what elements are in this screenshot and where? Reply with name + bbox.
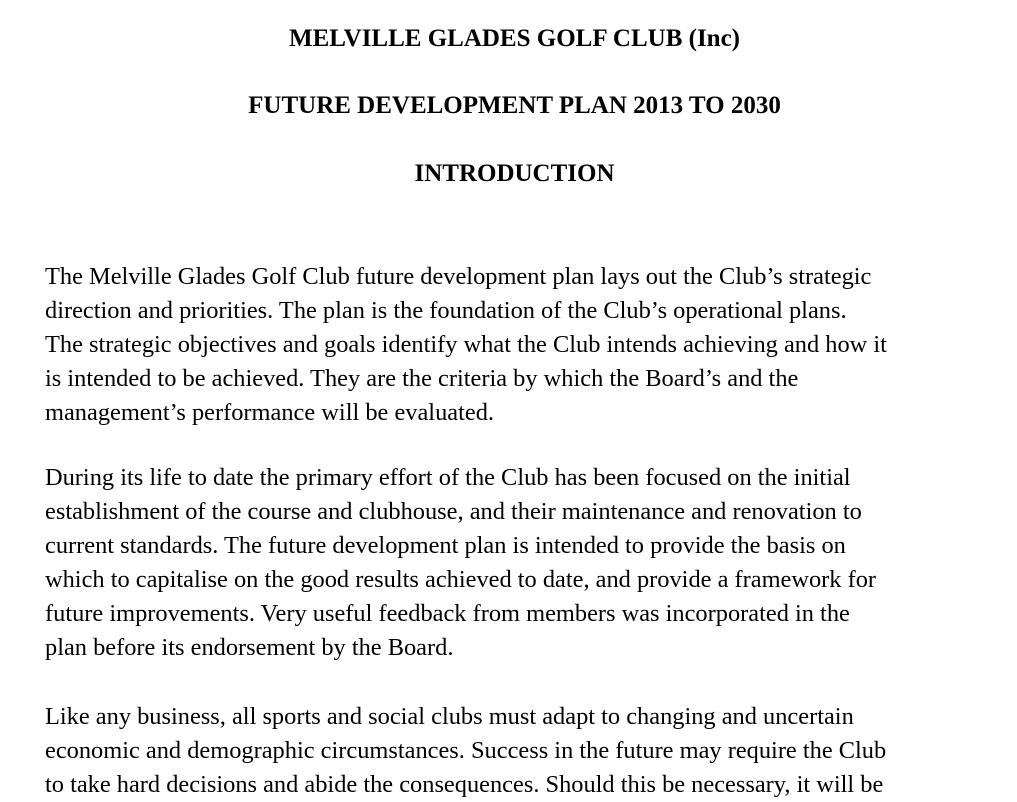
section-heading-introduction: INTRODUCTION [414,160,615,187]
paragraph-adaptation [45,700,1005,802]
paragraph-line: During its life to date the primary effort of the Club has been focused on the initial [45,464,851,491]
paragraph-history [45,461,1005,665]
paragraph-line: economic and demographic circumstances. Success in the future may require the Club [45,737,887,764]
paragraph-line: The Melville Glades Golf Club future development plan lays out the Club’s strategic [45,263,872,290]
paragraph-line: direction and priorities. The plan is the foundation of the Club’s operational plans. [45,297,847,324]
club-title: MELVILLE GLADES GOLF CLUB (Inc) [288,25,740,52]
paragraph-line: establishment of the course and clubhouse, and their maintenance and renovation to [45,498,862,525]
paragraph-line: future improvements. Very useful feedback from members was incorporated in the [45,600,850,627]
paragraph-line: current standards. The future development plan is intended to provide the basis on [45,532,846,559]
plan-title: FUTURE DEVELOPMENT PLAN 2013 TO 2030 [248,92,781,119]
paragraph-line: to take hard decisions and abide the consequences. Should this be necessary, it will be [45,771,884,798]
paragraph-intro [45,260,1005,430]
paragraph-line: The strategic objectives and goals identify what the Club intends achieving and how it [45,331,887,358]
paragraph-line: management’s performance will be evaluated. [45,399,494,426]
paragraph-line: plan before its endorsement by the Board. [45,634,454,661]
paragraph-line: is intended to be achieved. They are the criteria by which the Board’s and the [45,365,799,392]
paragraph-line: Like any business, all sports and social clubs must adapt to changing and uncertain [45,703,854,730]
paragraph-line: which to capitalise on the good results achieved to date, and provide a framework for [45,566,877,593]
